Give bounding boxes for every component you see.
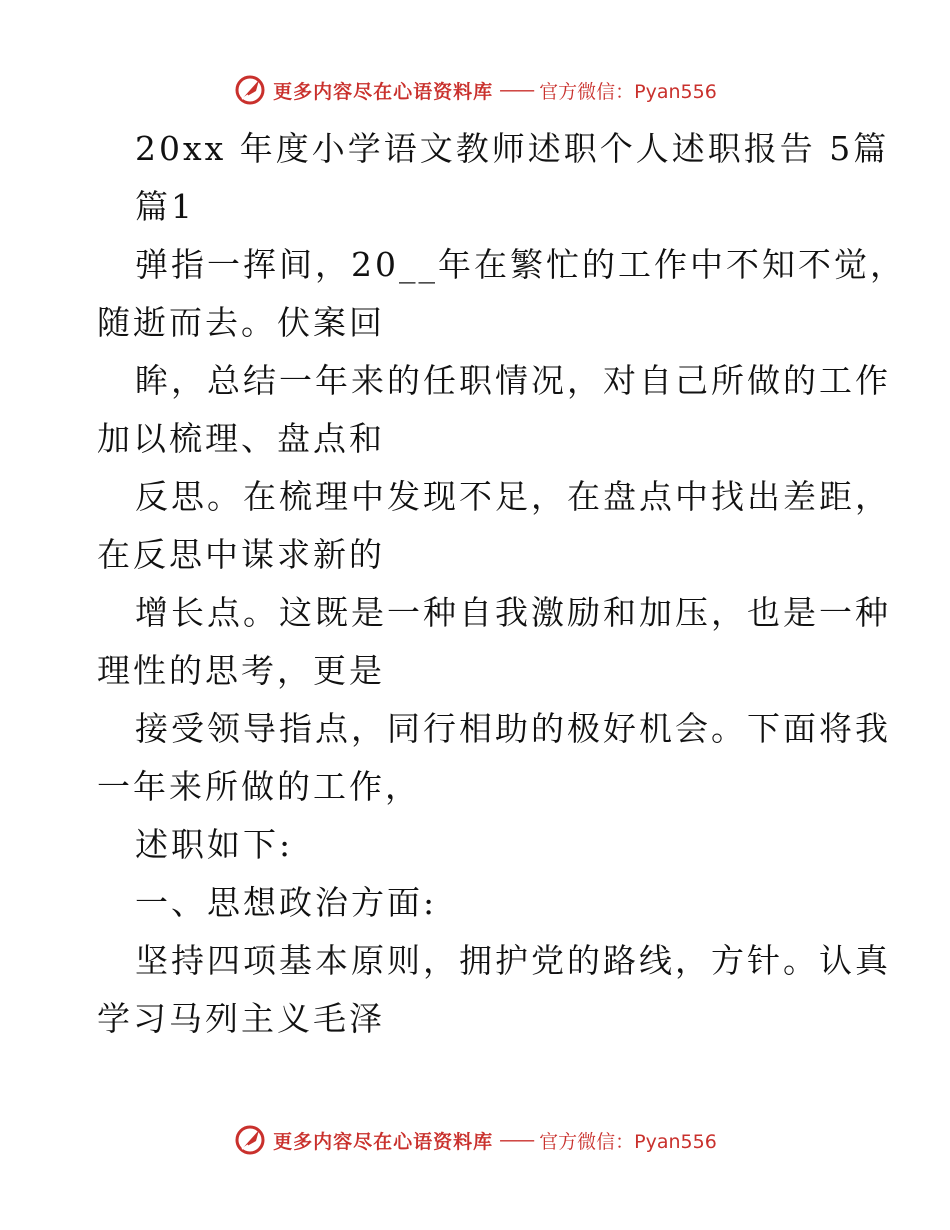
paragraph-line: 眸，总结一年来的任职情况，对自己所做的工作 [135,361,891,400]
header-watermark-banner [0,70,950,110]
paragraph-line: 在反思中谋求新的 [97,535,385,574]
paragraph-line: 随逝而去。伏案回 [97,303,385,342]
watermark-dash: —— [499,79,534,101]
paragraph-line: 坚持四项基本原则，拥护党的路线，方针。认真 [135,941,891,980]
paragraph-line: 述职如下: [135,825,294,864]
paragraph-line: 接受领导指点，同行相助的极好机会。下面将我 [135,709,891,748]
watermark-wechat: 官方微信：Pyan556 [539,1130,717,1153]
document-title: 20xx 年度小学语文教师述职个人述职报告 5篇 [135,129,890,168]
paragraph-line: 加以梳理、盘点和 [97,419,385,458]
paragraph-line: 反思。在梳理中发现不足，在盘点中找出差距， [135,477,891,516]
quill-pen-logo-icon [233,73,267,107]
paragraph-line: 弹指一挥间，20__年在繁忙的工作中不知不觉， [135,245,906,284]
footer-watermark-banner [0,1120,950,1160]
watermark-text: 更多内容尽在心语资料库 [273,1130,494,1153]
document-body [97,120,906,1048]
watermark-wechat: 官方微信：Pyan556 [539,80,717,103]
paragraph-line: 一年来所做的工作， [97,767,421,806]
watermark-text: 更多内容尽在心语资料库 [273,80,494,103]
paragraph-line: 学习马列主义毛泽 [97,999,385,1038]
quill-pen-logo-icon [233,1123,267,1157]
section-heading: 篇1 [135,187,195,226]
paragraph-line: 增长点。这既是一种自我激励和加压，也是一种 [135,593,891,632]
subsection-heading: 一、思想政治方面: [135,883,438,922]
paragraph-line: 理性的思考，更是 [97,651,385,690]
watermark-dash: —— [499,1129,534,1151]
